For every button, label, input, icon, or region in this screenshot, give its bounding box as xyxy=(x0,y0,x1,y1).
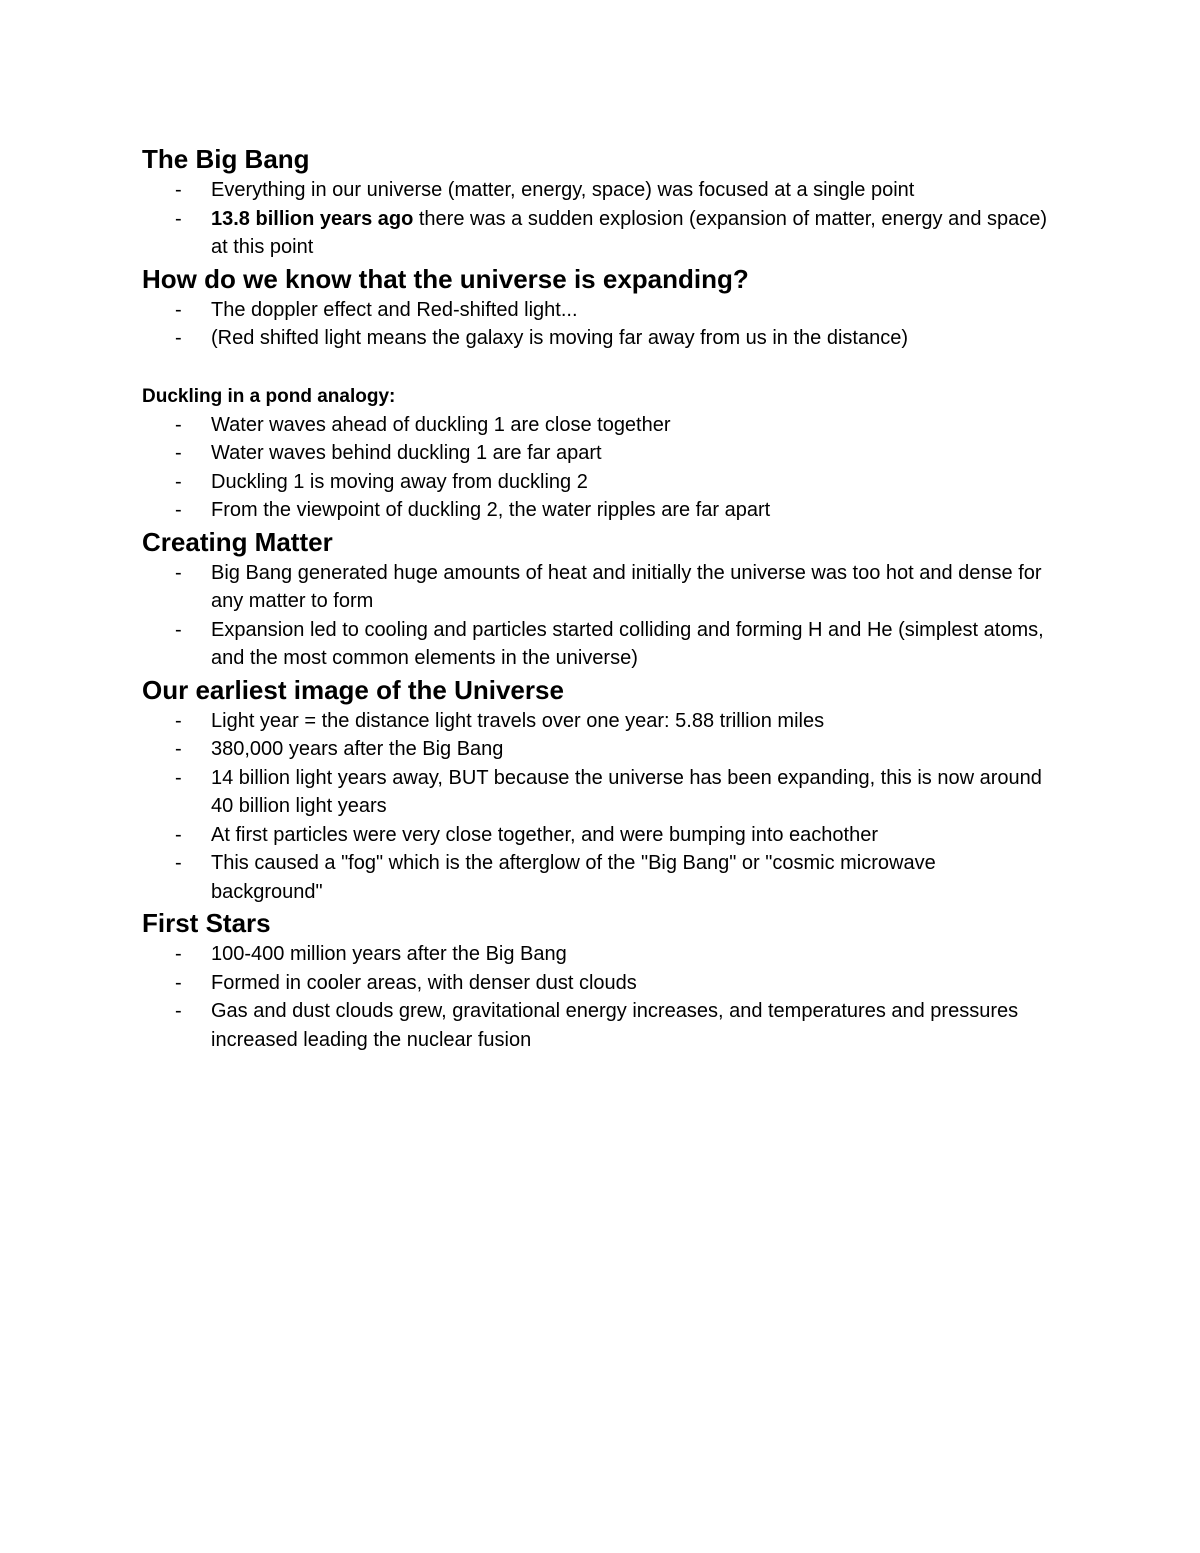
list-item-text: Water waves ahead of duckling 1 are close together xyxy=(211,413,671,436)
list-item-text: Gas and dust clouds grew, gravitational energy increases, and temperatures and pressures increased leading the nuclear fusion xyxy=(211,1000,1019,1051)
list-item xyxy=(142,176,1050,205)
bullet-dash: - xyxy=(175,823,182,846)
list-item xyxy=(142,997,1050,1054)
bullet-dash: - xyxy=(175,561,182,584)
list-item-bold-text: 13.8 billion years ago xyxy=(211,207,414,230)
big-bang-list xyxy=(142,176,1050,262)
list-item xyxy=(142,940,1050,969)
bullet-dash: - xyxy=(175,298,182,321)
section-heading-big-bang: The Big Bang xyxy=(142,144,310,174)
bullet-dash: - xyxy=(175,1000,182,1022)
list-item xyxy=(142,324,1050,353)
bullet-dash: - xyxy=(175,207,182,230)
list-item-text: 100-400 million years after the Big Bang xyxy=(211,943,567,965)
subheading-duckling-analogy: Duckling in a pond analogy: xyxy=(142,385,396,407)
list-item-text: This caused a "fog" which is the afterglow of the "Big Bang" or "cosmic microwave background" xyxy=(211,852,936,903)
list-item xyxy=(142,411,1050,440)
list-item-text: At first particles were very close together, and were bumping into eachother xyxy=(211,823,879,846)
bullet-dash: - xyxy=(175,327,182,349)
list-item xyxy=(142,764,1050,821)
bullet-dash: - xyxy=(175,709,182,732)
first-stars-list xyxy=(142,940,1050,1054)
list-item xyxy=(142,969,1050,998)
bullet-dash: - xyxy=(175,499,182,521)
list-item-text: Formed in cooler areas, with denser dust clouds xyxy=(211,971,637,994)
list-item xyxy=(142,707,1050,736)
list-item xyxy=(142,849,1050,906)
earliest-image-list xyxy=(142,707,1050,907)
list-item-text: Big Bang generated huge amounts of heat and initially the universe was too hot and dense for any matter to form xyxy=(211,561,1042,612)
bullet-dash: - xyxy=(175,738,182,760)
list-item xyxy=(142,205,1050,262)
list-item xyxy=(142,439,1050,468)
bullet-dash: - xyxy=(175,766,182,789)
list-item-text: (Red shifted light means the galaxy is moving far away from us in the distance) xyxy=(211,327,908,349)
list-item-text: The doppler effect and Red-shifted light... xyxy=(211,298,578,321)
list-item-text: Expansion led to cooling and particles started colliding and forming H and He (simplest atoms, and the most common elements in the universe) xyxy=(211,618,1044,669)
bullet-dash: - xyxy=(175,442,182,464)
list-item-text: Duckling 1 is moving away from duckling 2 xyxy=(211,470,588,493)
bullet-dash: - xyxy=(175,618,182,641)
list-item xyxy=(142,468,1050,497)
list-item-text: Light year = the distance light travels over one year: 5.88 trillion miles xyxy=(211,709,825,732)
bullet-dash: - xyxy=(175,971,182,994)
list-item xyxy=(142,559,1050,616)
list-item-text: there was a sudden explosion (expansion of matter, energy and space) at this point xyxy=(211,207,1048,258)
creating-matter-list xyxy=(142,559,1050,673)
list-item-text: Water waves behind duckling 1 are far apart xyxy=(211,442,602,464)
list-item-text: 380,000 years after the Big Bang xyxy=(211,738,504,760)
duckling-list xyxy=(142,411,1050,525)
list-item xyxy=(142,296,1050,325)
list-item xyxy=(142,821,1050,850)
bullet-dash: - xyxy=(175,413,182,436)
bullet-dash: - xyxy=(175,943,182,965)
section-heading-creating-matter: Creating Matter xyxy=(142,526,333,557)
list-item xyxy=(142,616,1050,673)
list-item xyxy=(142,735,1050,764)
bullet-dash: - xyxy=(175,470,182,493)
bullet-dash: - xyxy=(175,852,182,874)
bullet-dash: - xyxy=(175,179,182,201)
section-heading-first-stars: First Stars xyxy=(142,908,271,938)
list-item-text: Everything in our universe (matter, energy, space) was focused at a single point xyxy=(211,179,915,201)
list-item-text: 14 billion light years away, BUT because the universe has been expanding, this is now around 40 billion light years xyxy=(211,766,1042,817)
section-heading-expanding: How do we know that the universe is expanding? xyxy=(142,263,749,294)
list-item-text: From the viewpoint of duckling 2, the water ripples are far apart xyxy=(211,499,771,521)
expanding-list xyxy=(142,296,1050,353)
list-item xyxy=(142,496,1050,525)
section-heading-earliest-image: Our earliest image of the Universe xyxy=(142,674,564,705)
